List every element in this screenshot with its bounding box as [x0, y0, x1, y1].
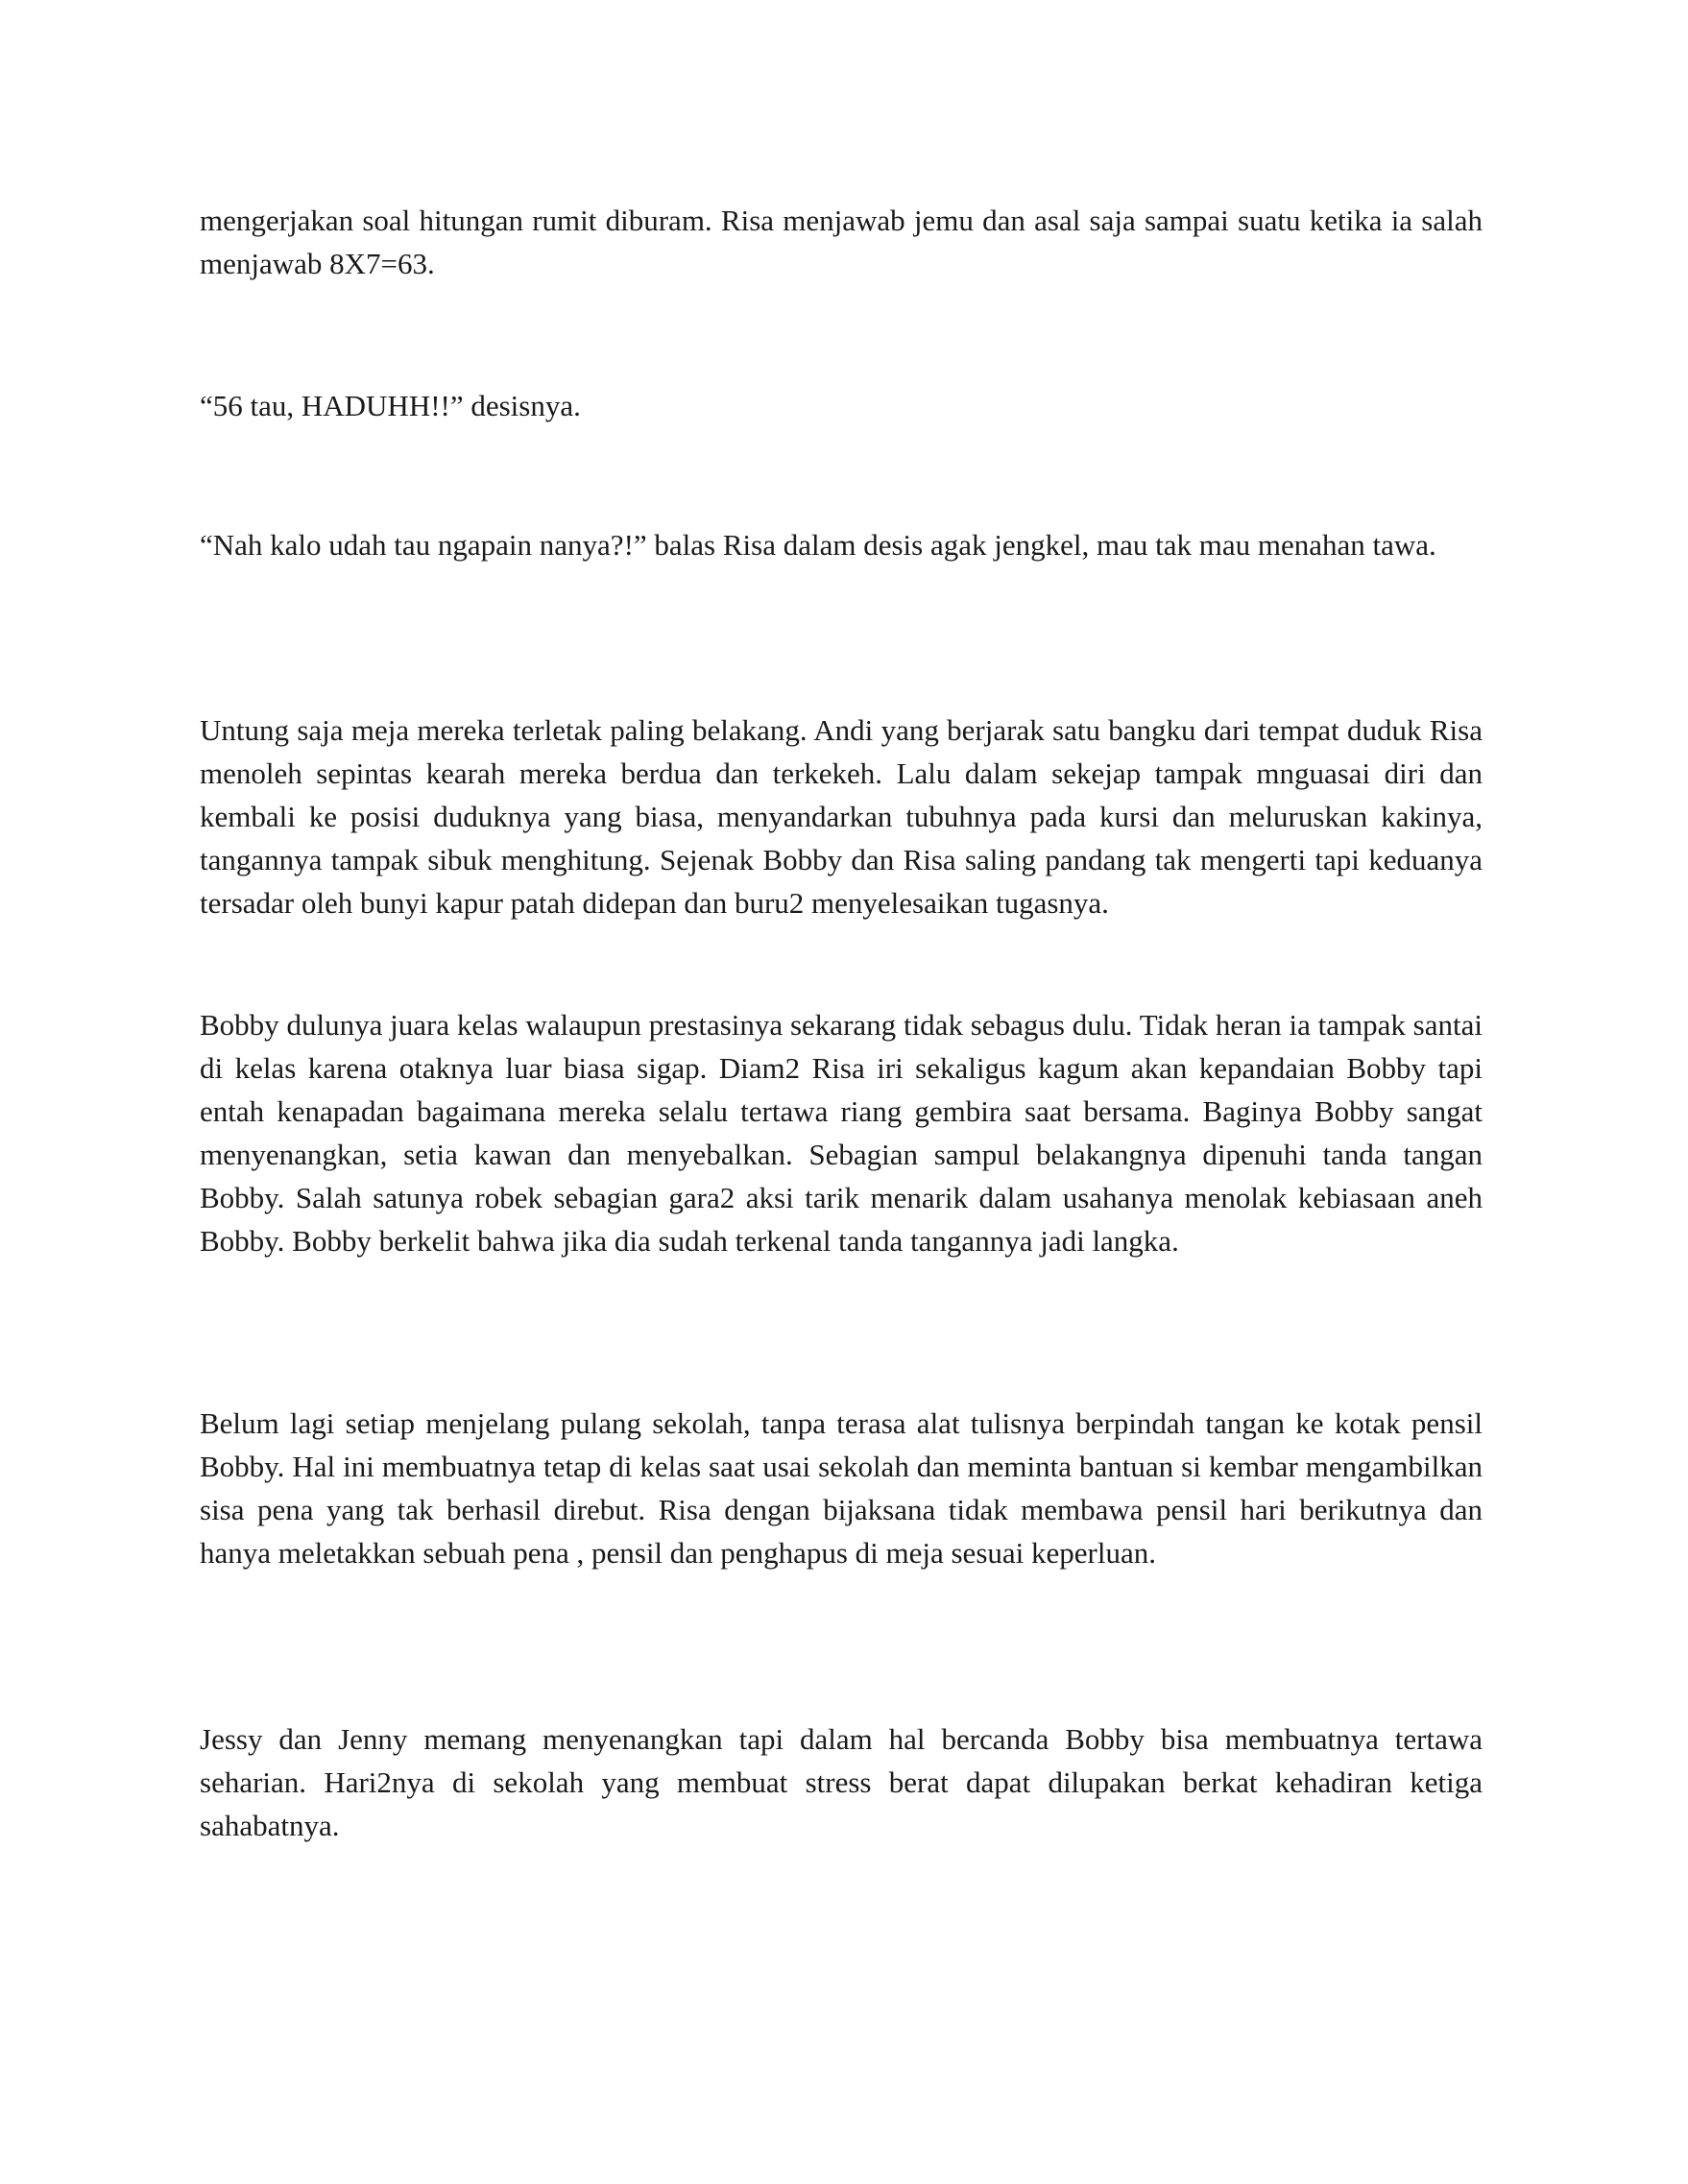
- paragraph-6: Belum lagi setiap menjelang pulang sekolah, tanpa terasa alat tulisnya berpindah tangan ke kotak pensil Bobby. Hal ini membuatnya tetap di kelas saat usai sekolah dan meminta bantuan si kembar mengambilkan sisa pena yang tak berhasil direbut. Risa dengan bijaksana tidak membawa pensil hari berikutnya dan hanya meletakkan sebuah pena , pensil dan penghapus di meja sesuai keperluan.: [200, 1406, 1483, 1570]
- paragraph-7: Jessy dan Jenny memang menyenangkan tapi dalam hal bercanda Bobby bisa membuatnya tertawa seharian. Hari2nya di sekolah yang membuat stress berat dapat dilupakan berkat kehadiran ketiga sahabatnya.: [200, 1722, 1483, 1842]
- paragraph-1: mengerjakan soal hitungan rumit diburam. Risa menjawab jemu dan asal saja sampai suatu ketika ia salah menjawab 8X7=63.: [200, 204, 1483, 280]
- paragraph-5: Bobby dulunya juara kelas walaupun prestasinya sekarang tidak sebagus dulu. Tidak heran ia tampak santai di kelas karena otaknya luar biasa sigap. Diam2 Risa iri sekaligus kagum akan kepandaian Bobby tapi entah kenapadan bagaimana mereka selalu tertawa riang gembira saat bersama. Baginya Bobby sangat menyenangkan, setia kawan dan menyebalkan. Sebagian sampul belakangnya dipenuhi tanda tangan Bobby. Salah satunya robek sebagian gara2 aksi tarik menarik dalam usahanya menolak kebiasaan aneh Bobby. Bobby berkelit bahwa jika dia sudah terkenal tanda tangannya jadi langka.: [200, 1008, 1483, 1258]
- paragraph-3: “Nah kalo udah tau ngapain nanya?!” balas Risa dalam desis agak jengkel, mau tak mau menahan tawa.: [200, 528, 1436, 562]
- paragraph-4: Untung saja meja mereka terletak paling belakang. Andi yang berjarak satu bangku dari tempat duduk Risa menoleh sepintas kearah mereka berdua dan terkekeh. Lalu dalam sekejap tampak mnguasai diri dan kembali ke posisi duduknya yang biasa, menyandarkan tubuhnya pada kursi dan meluruskan kakinya, tangannya tampak sibuk menghitung. Sejenak Bobby dan Risa saling pandang tak mengerti tapi keduanya tersadar oleh bunyi kapur patah didepan dan buru2 menyelesaikan tugasnya.: [200, 713, 1483, 920]
- paragraph-2: “56 tau, HADUHH!!” desisnya.: [200, 389, 581, 422]
